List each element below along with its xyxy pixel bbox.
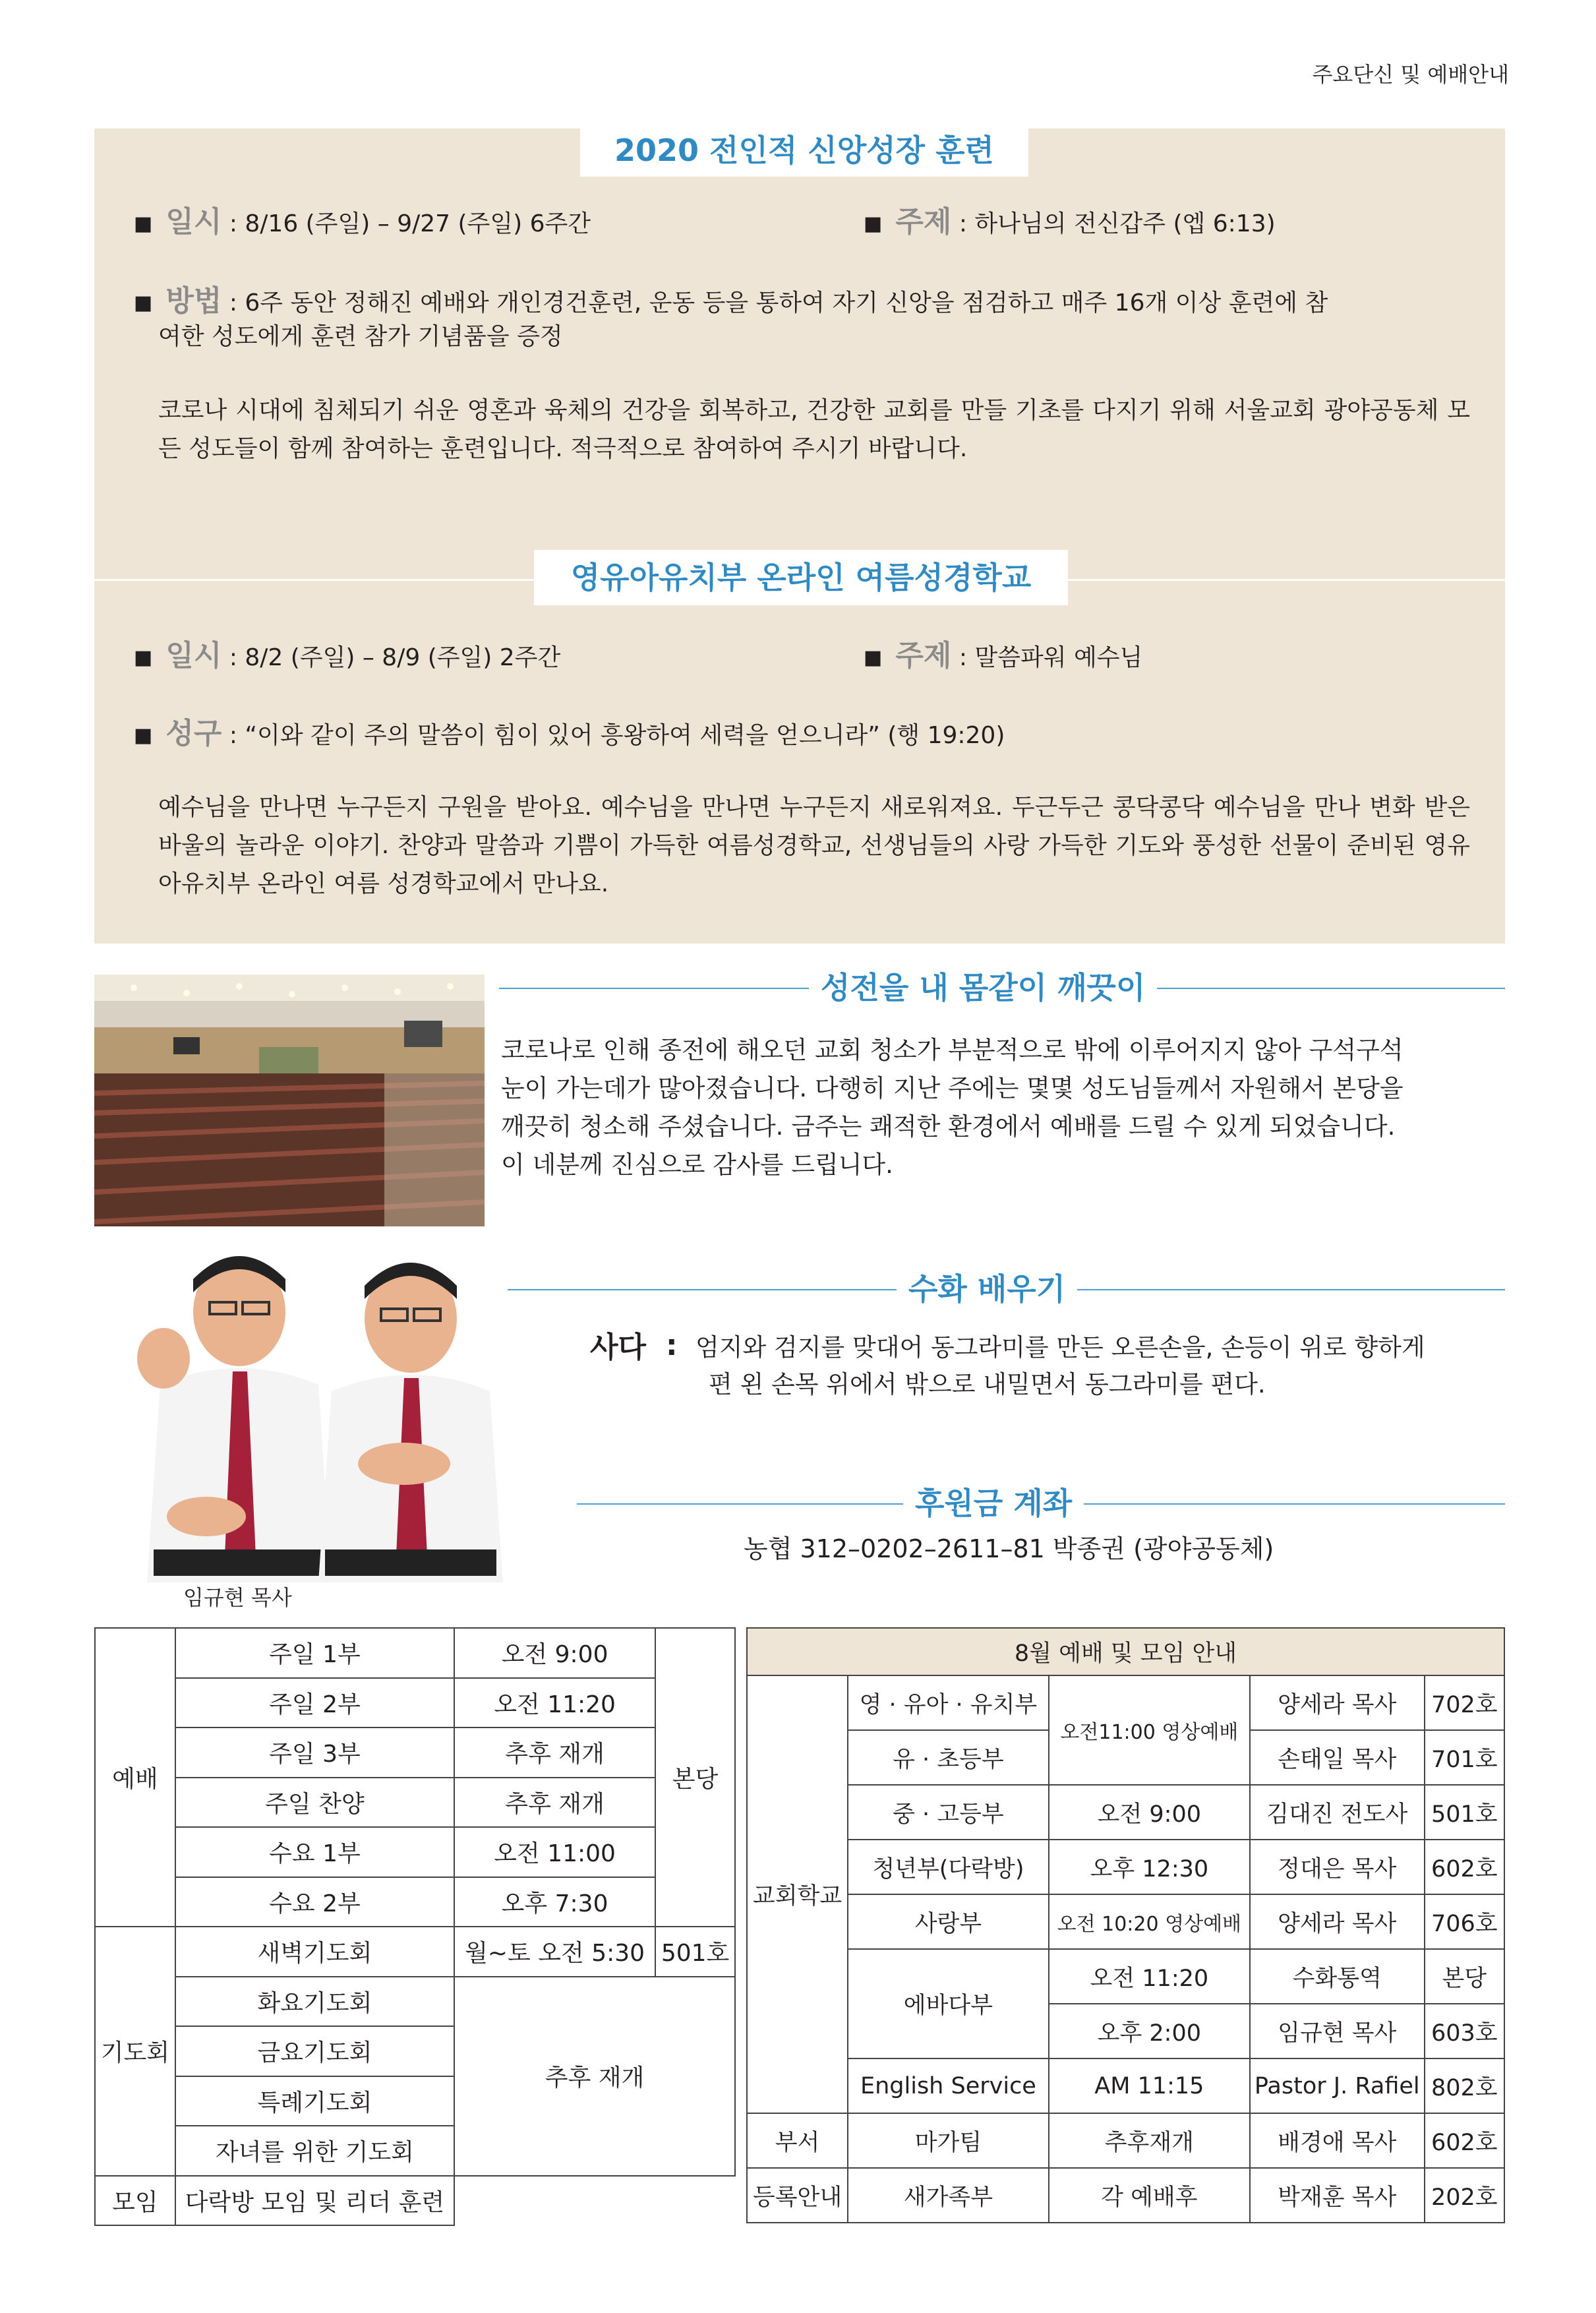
donation-account: 농협 312–0202–2611–81 박종권 (광야공동체) (744, 1534, 1274, 1563)
vbs-date-value: : 8/2 (주일) – 8/9 (주일) 2주간 (229, 644, 561, 671)
table-cell: 청년부(다락방) (848, 1840, 1049, 1894)
table-cell: 영 · 유아 · 유치부 (848, 1675, 1049, 1730)
table-cell: 수화통역 (1250, 1949, 1425, 2004)
donation-title: 후원금 계좌 (903, 1484, 1084, 1523)
table-cell: 주일 1부 (175, 1628, 454, 1678)
cleaning-text (501, 1031, 1510, 1184)
label-theme: 주제 (895, 639, 952, 673)
table-cell: 702호 (1425, 1675, 1504, 1730)
table-row (95, 1678, 735, 1728)
training-description: 코로나 시대에 침체되기 쉬운 영혼과 육체의 건강을 회복하고, 건강한 교회를 만들 기초를 다지기 위해 서울교회 광야공동체 모든 성도들이 함께 참여하는 훈련입니다. 적극적으로 참여하여 주시기 바랍니다. (158, 397, 1470, 462)
training-method-line2: 여한 성도에게 훈련 참가 기념품을 증정 (158, 323, 563, 350)
label-date: 일시 (165, 205, 222, 239)
august-schedule-table (746, 1627, 1505, 2223)
label-theme: 주제 (895, 205, 952, 239)
training-theme-value: : 하나님의 전신갑주 (엡 6:13) (959, 210, 1276, 237)
table-cell: 오전 10:20 영상예배 (1049, 1894, 1250, 1949)
table-cell: 정대은 목사 (1250, 1840, 1425, 1894)
table-cell: 수요 1부 (175, 1827, 454, 1877)
training-method-line1: : 6주 동안 정해진 예배와 개인경건훈련, 운동 등을 통하여 자기 신앙을 점검하고 매주 16개 이상 훈련에 참 (229, 289, 1328, 316)
shared-time-young: 오전11:00 영상예배 (1049, 1675, 1250, 1785)
table-cell: 주일 2부 (175, 1678, 454, 1728)
table-row (95, 1927, 735, 1977)
cleaning-line4: 이 네분께 진심으로 감사를 드립니다. (501, 1151, 893, 1179)
training-theme-row (864, 204, 1276, 242)
worship-label: 예배 (95, 1628, 175, 1927)
table-row (95, 1827, 735, 1877)
vbs-verse-value: : “이와 같이 주의 말씀이 힘이 있어 흥왕하여 세력을 얻으니라” (행 19:20) (229, 722, 1005, 749)
sign-line2: 편 왼 손목 위에서 밖으로 내밀면서 동그라미를 편다. (709, 1370, 1266, 1398)
schedule-title: 8월 예배 및 모임 안내 (747, 1628, 1504, 1675)
table-cell: 오전 11:20 (454, 1678, 655, 1728)
bullet-square-icon: ■ (864, 212, 883, 235)
bullet-square-icon: ■ (134, 212, 153, 235)
table-cell: 주일 3부 (175, 1727, 454, 1778)
church-hall-photo (94, 975, 485, 1226)
table-cell: 중 · 고등부 (848, 1785, 1049, 1840)
ebada-dept: 에바다부 (848, 1949, 1049, 2058)
bullet-square-icon: ■ (134, 724, 153, 747)
table-row (95, 2176, 735, 2226)
table-cell: 배경애 목사 (1250, 2113, 1425, 2168)
bullet-square-icon: ■ (134, 291, 153, 315)
table-cell: 양세라 목사 (1250, 1894, 1425, 1949)
table-cell: 오후 7:30 (454, 1877, 655, 1927)
table-cell: 추후 재개 (454, 1727, 655, 1778)
table-cell: 자녀를 위한 기도회 (175, 2126, 454, 2176)
cleaning-line3: 깨끗히 청소해 주셨습니다. 금주는 쾌적한 환경에서 예배를 드릴 수 있게 되었습니다. (501, 1112, 1396, 1141)
sign-language-section-header (508, 1269, 1505, 1309)
table-cell: 501호 (655, 1927, 735, 1977)
bu-label: 부서 (747, 2113, 848, 2168)
table-cell: 추후재개 (1049, 2113, 1250, 2168)
school-label: 교회학교 (747, 1675, 848, 2113)
table-cell: 오후 12:30 (1049, 1840, 1250, 1894)
table-row (747, 1785, 1504, 1840)
training-method-row (134, 284, 1328, 321)
section-label: 주요단신 및 예배안내 (1312, 62, 1509, 87)
worship-schedule-table (94, 1627, 736, 2226)
table-cell: 202호 (1425, 2168, 1504, 2223)
table-cell: 손태일 목사 (1250, 1730, 1425, 1785)
label-verse: 성구 (165, 717, 222, 750)
cleaning-title: 성전을 내 몸같이 깨끗이 (809, 968, 1157, 1007)
cleaning-line1: 코로나로 인해 종전에 해오던 교회 청소가 부분적으로 밖에 이루어지지 않아 구석구석 (501, 1036, 1404, 1064)
table-cell: 새가족부 (848, 2168, 1049, 2223)
table-row (747, 1949, 1504, 2004)
table-row (95, 1628, 735, 1678)
table-row (747, 1894, 1504, 1949)
table-cell: 오전 9:00 (454, 1628, 655, 1678)
training-date-value: : 8/16 (주일) – 9/27 (주일) 6주간 (229, 210, 591, 237)
meeting-label: 모임 (95, 2176, 175, 2226)
table-cell: English Service (848, 2058, 1049, 2113)
table-cell: 사랑부 (848, 1894, 1049, 1949)
table-cell: 본당 (1425, 1949, 1504, 2004)
table-cell (454, 2176, 735, 2226)
vbs-verse-row (134, 716, 1005, 754)
table-row (747, 1675, 1504, 1730)
table-cell: AM 11:15 (1049, 2058, 1250, 2113)
table-cell: 화요기도회 (175, 1977, 454, 2027)
table-cell: 월~토 오전 5:30 (454, 1927, 655, 1977)
vbs-date-row (134, 638, 560, 676)
sign-colon: : (666, 1329, 678, 1362)
table-cell: 501호 (1425, 1785, 1504, 1840)
table-cell: 701호 (1425, 1730, 1504, 1785)
vbs-theme-row (864, 638, 1142, 676)
table-cell: 602호 (1425, 2113, 1504, 2168)
table-cell: 특례기도회 (175, 2076, 454, 2126)
table-row (95, 1877, 735, 1927)
bullet-square-icon: ■ (134, 646, 153, 669)
table-row (95, 1977, 735, 2027)
table-header-row (747, 1628, 1504, 1675)
table-row (747, 2058, 1504, 2113)
sign-description (695, 1329, 1425, 1403)
table-row (95, 1727, 735, 1778)
table-cell: 603호 (1425, 2004, 1504, 2058)
table-cell: 금요기도회 (175, 2026, 454, 2076)
vbs-title: 영유아유치부 온라인 여름성경학교 (534, 550, 1068, 605)
worship-place: 본당 (655, 1628, 735, 1927)
sign-word: 사다 (590, 1331, 647, 1364)
table-cell: 추후 재개 (454, 1778, 655, 1828)
table-cell: 마가팀 (848, 2113, 1049, 2168)
table-cell: 수요 2부 (175, 1877, 454, 1927)
table-cell: 오전 11:00 (454, 1827, 655, 1877)
table-cell: 602호 (1425, 1840, 1504, 1894)
reg-label: 등록안내 (747, 2168, 848, 2223)
sign-language-title: 수화 배우기 (897, 1269, 1077, 1309)
table-cell: 706호 (1425, 1894, 1504, 1949)
training-date-row (134, 204, 591, 242)
table-cell: 주일 찬양 (175, 1778, 454, 1828)
table-row (747, 1840, 1504, 1894)
table-cell: 각 예배후 (1049, 2168, 1250, 2223)
prayer-label: 기도회 (95, 1927, 175, 2176)
sign-line1: 엄지와 검지를 맞대어 동그라미를 만든 오른손을, 손등이 위로 향하게 (695, 1333, 1425, 1362)
table-cell: 유 · 초등부 (848, 1730, 1049, 1785)
meeting-name: 다락방 모임 및 리더 훈련 (175, 2176, 454, 2226)
vbs-theme-value: : 말씀파워 예수님 (959, 644, 1143, 671)
table-cell: Pastor J. Rafiel (1250, 2058, 1425, 2113)
table-cell: 오후 2:00 (1049, 2004, 1250, 2058)
prayer-status: 추후 재개 (454, 1977, 735, 2176)
table-cell: 오전 11:20 (1049, 1949, 1250, 2004)
label-date: 일시 (165, 639, 222, 673)
training-title: 2020 전인적 신앙성장 훈련 (580, 124, 1028, 177)
table-cell: 양세라 목사 (1250, 1675, 1425, 1730)
table-row (747, 2113, 1504, 2168)
cleaning-line2: 눈이 가는데가 많아졌습니다. 다행히 지난 주에는 몇몇 성도님들께서 자원해서 본당을 (501, 1074, 1404, 1102)
table-cell: 박재훈 목사 (1250, 2168, 1425, 2223)
table-cell: 새벽기도회 (175, 1927, 454, 1977)
photo-caption: 임규현 목사 (183, 1585, 292, 1610)
vbs-description: 예수님을 만나면 누구든지 구원을 받아요. 예수님을 만나면 누구든지 새로워져요. 두근두근 콩닥콩닥 예수님을 만나 변화 받은 바울의 놀라운 이야기. 찬양과 말씀과 기쁨이 가득한 여름성경학교, 선생님들의 사랑 가득한 기도와 풍성한 선물이 준비된 영유아유치부 온라인 여름 성경학교에서 만나요. (158, 794, 1470, 897)
label-method: 방법 (165, 284, 222, 318)
pastor-sign-language-photo (94, 1240, 576, 1582)
table-cell: 오전 9:00 (1049, 1785, 1250, 1840)
donation-section-header (577, 1484, 1505, 1523)
table-cell: 802호 (1425, 2058, 1504, 2113)
table-cell: 김대진 전도사 (1250, 1785, 1425, 1840)
table-cell: 임규현 목사 (1250, 2004, 1425, 2058)
table-row (747, 2168, 1504, 2223)
bullet-square-icon: ■ (864, 646, 883, 669)
cleaning-section-header (499, 968, 1505, 1007)
table-row (95, 1778, 735, 1828)
